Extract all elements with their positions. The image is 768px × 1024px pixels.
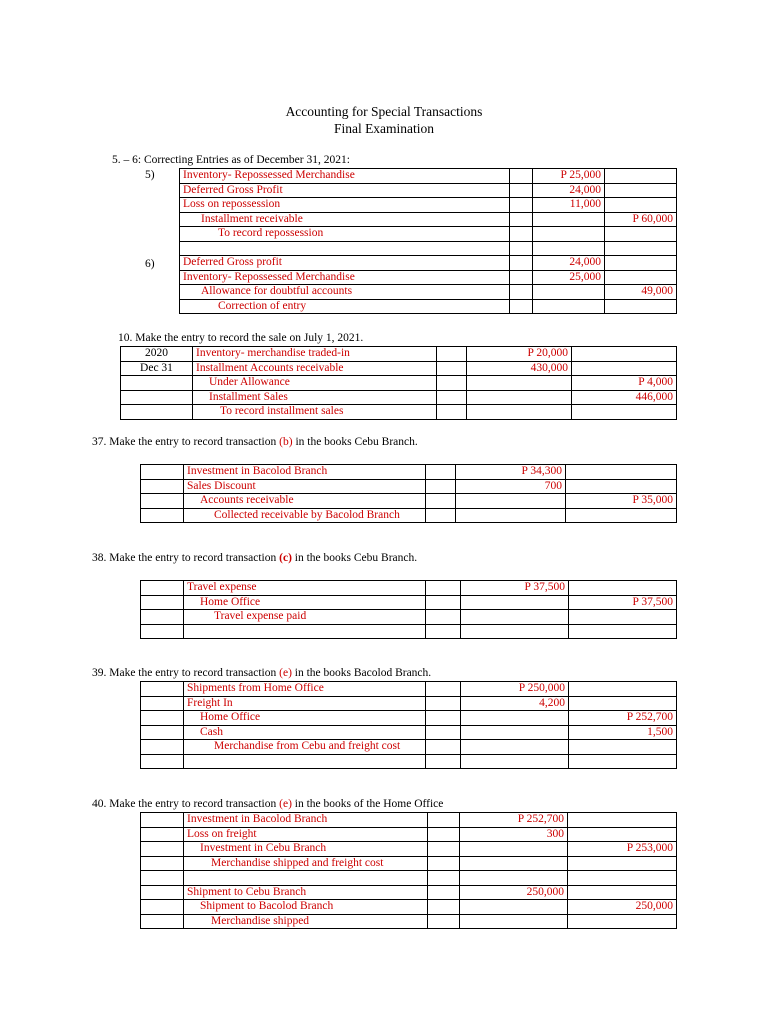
credit-cell — [605, 299, 677, 314]
document-title: Accounting for Special Transactions — [285, 104, 483, 119]
prompt-text: 39. Make the entry to record transaction — [92, 667, 280, 679]
journal-table-q40 — [140, 812, 677, 929]
debit-cell: P 20,000 — [467, 347, 572, 362]
question-37-prompt — [92, 436, 418, 448]
table-row — [141, 465, 677, 480]
account-cell: Shipment to Bacolod Branch — [184, 900, 428, 915]
question-39-prompt — [92, 667, 431, 679]
entry-label-5: 5) — [145, 169, 155, 181]
debit-cell — [461, 624, 569, 639]
prompt-text: 37. Make the entry to record transaction — [92, 436, 280, 448]
credit-cell — [572, 347, 677, 362]
debit-cell — [461, 725, 569, 740]
journal-table-q37 — [140, 464, 677, 523]
credit-cell — [568, 885, 677, 900]
table-row — [141, 827, 677, 842]
table-row — [141, 740, 677, 755]
credit-cell — [605, 183, 677, 198]
date-cell — [121, 376, 193, 391]
question-40-prompt — [92, 798, 443, 810]
account-cell: Home Office — [184, 595, 426, 610]
debit-cell — [467, 376, 572, 391]
credit-cell — [605, 198, 677, 213]
debit-cell: 250,000 — [460, 885, 568, 900]
explanation-cell: Merchandise shipped and freight cost — [184, 856, 428, 871]
account-cell: Installment Accounts receivable — [193, 361, 437, 376]
question-38-prompt — [92, 552, 417, 564]
account-cell: Investment in Bacolod Branch — [184, 465, 426, 480]
table-row — [180, 285, 677, 300]
date-cell: 2020 — [121, 347, 193, 362]
credit-cell — [566, 508, 677, 523]
document-subtitle: Final Examination — [333, 121, 435, 136]
account-cell: Loss on freight — [184, 827, 428, 842]
explanation-cell: Merchandise shipped — [184, 914, 428, 929]
credit-cell — [568, 871, 677, 886]
table-row — [141, 494, 677, 509]
account-cell: Inventory- merchandise traded-in — [193, 347, 437, 362]
credit-cell — [569, 740, 677, 755]
credit-cell: 49,000 — [605, 285, 677, 300]
debit-cell — [456, 508, 566, 523]
credit-cell: 446,000 — [572, 390, 677, 405]
account-cell: Loss on repossession — [180, 198, 510, 213]
explanation-cell: Correction of entry — [180, 299, 510, 314]
credit-cell: P 4,000 — [572, 376, 677, 391]
account-cell: Accounts receivable — [184, 494, 426, 509]
account-cell: Home Office — [184, 711, 426, 726]
table-row — [141, 479, 677, 494]
account-cell: Sales Discount — [184, 479, 426, 494]
credit-cell — [569, 624, 677, 639]
table-row — [180, 270, 677, 285]
table-row — [141, 624, 677, 639]
table-row — [141, 842, 677, 857]
table-row — [180, 183, 677, 198]
table-row — [121, 376, 677, 391]
debit-cell: P 34,300 — [456, 465, 566, 480]
table-row — [121, 361, 677, 376]
debit-cell — [460, 914, 568, 929]
account-cell: Allowance for doubtful accounts — [180, 285, 510, 300]
explanation-cell: To record repossession — [180, 227, 510, 242]
table-row — [141, 682, 677, 697]
date-cell: Dec 31 — [121, 361, 193, 376]
debit-cell: 24,000 — [533, 183, 605, 198]
credit-cell: P 253,000 — [568, 842, 677, 857]
table-row — [141, 856, 677, 871]
table-row — [141, 696, 677, 711]
credit-cell — [605, 241, 677, 256]
journal-table-q39 — [140, 681, 677, 769]
account-cell: Travel expense — [184, 581, 426, 596]
credit-cell: 1,500 — [569, 725, 677, 740]
table-row — [180, 299, 677, 314]
debit-cell: 25,000 — [533, 270, 605, 285]
credit-cell — [572, 361, 677, 376]
date-cell — [121, 405, 193, 420]
date-cell — [121, 390, 193, 405]
credit-cell — [605, 227, 677, 242]
credit-cell — [569, 682, 677, 697]
debit-cell: 700 — [456, 479, 566, 494]
debit-cell — [461, 711, 569, 726]
table-row — [141, 508, 677, 523]
question-10-prompt: 10. Make the entry to record the sale on July 1, 2021. — [118, 332, 364, 344]
entry-label-6: 6) — [145, 258, 155, 270]
table-row — [141, 610, 677, 625]
debit-cell: 24,000 — [533, 256, 605, 271]
table-row — [141, 711, 677, 726]
debit-cell: 300 — [460, 827, 568, 842]
table-row — [180, 256, 677, 271]
account-cell: Deferred Gross profit — [180, 256, 510, 271]
account-cell: Inventory- Repossessed Merchandise — [180, 270, 510, 285]
credit-cell — [568, 914, 677, 929]
account-cell — [184, 754, 426, 769]
credit-cell: P 252,700 — [569, 711, 677, 726]
credit-cell — [569, 581, 677, 596]
credit-cell — [572, 405, 677, 420]
debit-cell — [467, 405, 572, 420]
table-row — [180, 198, 677, 213]
account-cell: Installment Sales — [193, 390, 437, 405]
debit-cell — [533, 285, 605, 300]
credit-cell: P 35,000 — [566, 494, 677, 509]
account-cell: Shipments from Home Office — [184, 682, 426, 697]
table-row — [141, 914, 677, 929]
table-row — [141, 725, 677, 740]
debit-cell — [467, 390, 572, 405]
table-row — [121, 390, 677, 405]
debit-cell — [533, 227, 605, 242]
table-row — [180, 169, 677, 184]
table-row — [121, 405, 677, 420]
table-row — [141, 900, 677, 915]
transaction-tag: (b) — [279, 436, 293, 448]
credit-cell — [568, 827, 677, 842]
credit-cell — [569, 754, 677, 769]
debit-cell — [460, 871, 568, 886]
account-cell: Shipment to Cebu Branch — [184, 885, 428, 900]
debit-cell — [461, 610, 569, 625]
credit-cell — [568, 813, 677, 828]
table-row — [141, 885, 677, 900]
debit-cell — [460, 842, 568, 857]
table-row — [141, 595, 677, 610]
account-cell: Cash — [184, 725, 426, 740]
credit-cell — [569, 696, 677, 711]
credit-cell — [566, 479, 677, 494]
account-cell — [180, 241, 510, 256]
debit-cell — [533, 299, 605, 314]
table-row — [141, 581, 677, 596]
account-cell — [184, 871, 428, 886]
table-row — [180, 227, 677, 242]
account-cell: Deferred Gross Profit — [180, 183, 510, 198]
prompt-text: in the books Cebu Branch. — [291, 552, 418, 564]
account-cell: Freight In — [184, 696, 426, 711]
account-cell: Under Allowance — [193, 376, 437, 391]
explanation-cell: Collected receivable by Bacolod Branch — [184, 508, 426, 523]
prompt-text: in the books Bacolod Branch. — [291, 667, 432, 679]
account-cell: Investment in Bacolod Branch — [184, 813, 428, 828]
debit-cell: P 25,000 — [533, 169, 605, 184]
account-cell: Installment receivable — [180, 212, 510, 227]
table-row — [180, 241, 677, 256]
credit-cell: 250,000 — [568, 900, 677, 915]
prompt-text: in the books Cebu Branch. — [292, 436, 418, 448]
transaction-tag: (e) — [279, 798, 292, 810]
account-cell: Inventory- Repossessed Merchandise — [180, 169, 510, 184]
debit-cell — [461, 754, 569, 769]
debit-cell — [456, 494, 566, 509]
credit-cell: P 37,500 — [569, 595, 677, 610]
debit-cell: P 37,500 — [461, 581, 569, 596]
credit-cell — [568, 856, 677, 871]
credit-cell: P 60,000 — [605, 212, 677, 227]
transaction-tag: (e) — [279, 667, 292, 679]
explanation-cell: Travel expense paid — [184, 610, 426, 625]
credit-cell — [605, 169, 677, 184]
debit-cell — [460, 900, 568, 915]
debit-cell — [461, 595, 569, 610]
table-row — [121, 347, 677, 362]
debit-cell: 4,200 — [461, 696, 569, 711]
debit-cell — [460, 856, 568, 871]
explanation-cell: To record installment sales — [193, 405, 437, 420]
debit-cell — [533, 212, 605, 227]
journal-table-q38 — [140, 580, 677, 639]
prompt-text: 40. Make the entry to record transaction — [92, 798, 280, 810]
account-cell: Investment in Cebu Branch — [184, 842, 428, 857]
debit-cell: 11,000 — [533, 198, 605, 213]
debit-cell: P 250,000 — [461, 682, 569, 697]
credit-cell — [605, 270, 677, 285]
debit-cell — [461, 740, 569, 755]
debit-cell — [533, 241, 605, 256]
account-cell — [184, 624, 426, 639]
journal-table-q10 — [120, 346, 677, 420]
debit-cell: P 252,700 — [460, 813, 568, 828]
prompt-text: 38. Make the entry to record transaction — [92, 552, 280, 564]
credit-cell — [566, 465, 677, 480]
credit-cell — [569, 610, 677, 625]
debit-cell: 430,000 — [467, 361, 572, 376]
prompt-text: in the books of the Home Office — [291, 798, 444, 810]
transaction-tag: (c) — [279, 552, 292, 564]
table-row — [141, 754, 677, 769]
credit-cell — [605, 256, 677, 271]
explanation-cell: Merchandise from Cebu and freight cost — [184, 740, 426, 755]
question-5-6-prompt: 5. – 6: Correcting Entries as of December 31, 2021: — [112, 154, 350, 166]
table-row — [141, 871, 677, 886]
table-row — [180, 212, 677, 227]
table-row — [141, 813, 677, 828]
journal-table-q5-6 — [179, 168, 677, 314]
